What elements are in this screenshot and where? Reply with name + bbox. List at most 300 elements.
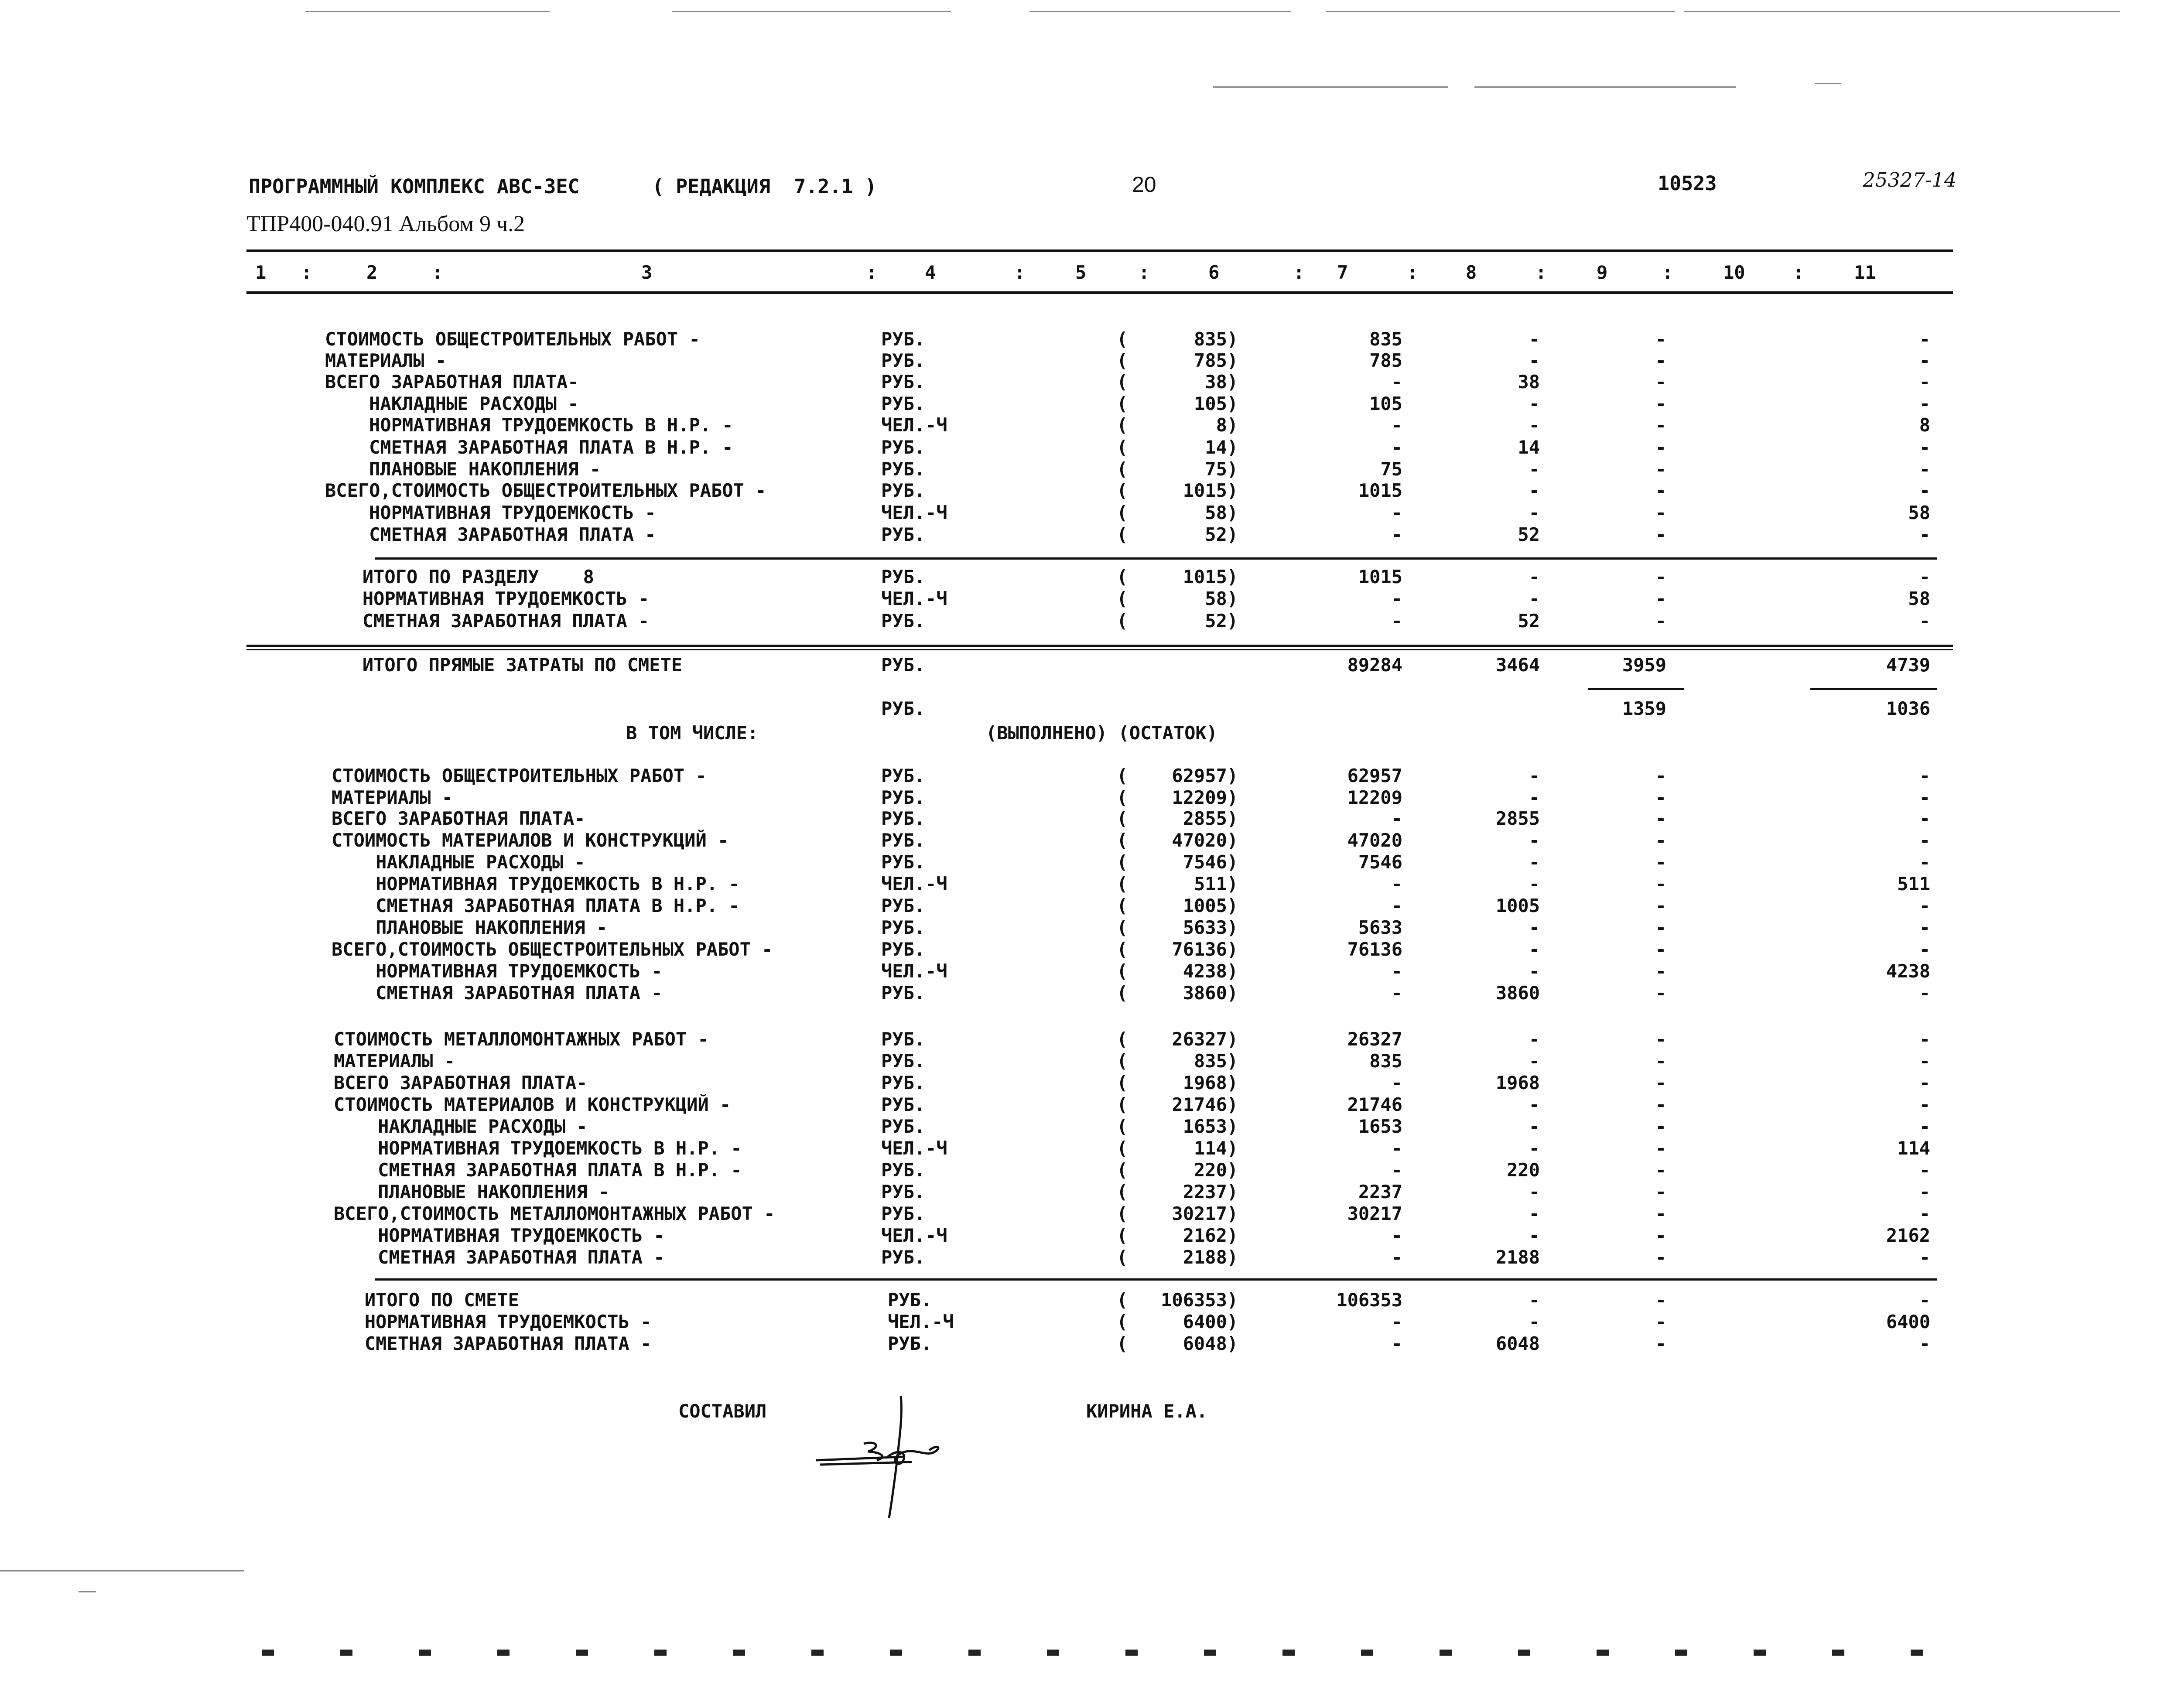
row-col8: - <box>1529 787 1540 808</box>
column-header-4: 4 <box>925 262 936 283</box>
row-label: НАКЛАДНЫЕ РАСХОДЫ - <box>334 1116 588 1137</box>
row-col11: - <box>1919 437 1930 458</box>
column-separator: : <box>1014 262 1026 283</box>
row-col7: 5633 <box>1358 917 1402 938</box>
row-col11: 6400 <box>1886 1311 1930 1332</box>
row-col6: ( 76136) <box>1117 939 1238 960</box>
row-col8: - <box>1529 1116 1540 1137</box>
subtotal-rule-col11 <box>1810 688 1937 690</box>
scan-dash <box>968 1650 981 1656</box>
scan-dash <box>811 1650 824 1656</box>
row-col11: 2162 <box>1886 1225 1930 1246</box>
row-col11: - <box>1919 1094 1930 1115</box>
row-col7: 26327 <box>1347 1028 1402 1050</box>
row-col7: - <box>1391 1072 1402 1093</box>
row-unit: ЧЕЛ.-Ч <box>881 502 947 523</box>
done-remainder-label: (ВЫПОЛНЕНО) (ОСТАТОК) <box>986 722 1218 744</box>
row-col6: ( 30217) <box>1117 1203 1238 1224</box>
row-label: НАКЛАДНЫЕ РАСХОДЫ - <box>332 851 585 873</box>
row-col9: - <box>1655 328 1666 350</box>
row-col8: - <box>1529 393 1540 414</box>
row-col7: - <box>1391 873 1402 895</box>
scan-dash <box>497 1650 510 1656</box>
row-col8: 220 <box>1507 1159 1540 1181</box>
row-col8: - <box>1529 960 1540 982</box>
row-col8: - <box>1529 1181 1540 1202</box>
row-unit: РУБ. <box>881 765 926 786</box>
row-col11: - <box>1919 1333 1930 1354</box>
scan-line <box>1326 11 1675 12</box>
row-label: СТОИМОСТЬ ОБЩЕСТРОИТЕЛЬНЫХ РАБОТ - <box>325 328 700 350</box>
row-col9: - <box>1655 1072 1666 1093</box>
row-col11: - <box>1919 328 1930 350</box>
row-unit: РУБ. <box>881 895 926 916</box>
row-col11: - <box>1919 808 1930 829</box>
row-col7: 105 <box>1369 393 1402 414</box>
row-col7: - <box>1391 895 1402 916</box>
row-col8: - <box>1529 1050 1540 1072</box>
row-col8: 3464 <box>1495 654 1540 676</box>
row-col9: - <box>1655 830 1666 851</box>
row-col9: - <box>1655 480 1666 501</box>
row-label: СТОИМОСТЬ ОБЩЕСТРОИТЕЛЬНЫХ РАБОТ - <box>332 765 707 786</box>
row-col6: ( 106353) <box>1117 1289 1238 1311</box>
header-rule-bottom <box>246 291 1953 294</box>
row-col8: 3860 <box>1495 982 1540 1004</box>
row-col11: 114 <box>1897 1138 1930 1159</box>
row-unit: РУБ. <box>881 393 926 414</box>
row-label: НОРМАТИВНАЯ ТРУДОЕМКОСТЬ - <box>332 960 663 982</box>
row-label: НОРМАТИВНАЯ ТРУДОЕМКОСТЬ В Н.Р. - <box>332 873 740 895</box>
row-col6: ( 38) <box>1117 371 1238 393</box>
row-col11: - <box>1919 1050 1930 1072</box>
row-col11: - <box>1919 480 1930 501</box>
row-col9: - <box>1655 458 1666 480</box>
row-col8: - <box>1529 1289 1540 1311</box>
row-col9: 3959 <box>1622 654 1666 676</box>
column-header-2: 2 <box>366 262 378 283</box>
row-col7: 7546 <box>1358 851 1402 873</box>
row-unit: РУБ. <box>881 654 926 676</box>
signature-image <box>811 1391 1012 1522</box>
column-separator: : <box>432 262 443 283</box>
row-col6: ( 1968) <box>1117 1072 1238 1093</box>
row-col7: 1653 <box>1358 1116 1402 1137</box>
row-label: МАТЕРИАЛЫ - <box>325 350 447 371</box>
row-col8: 14 <box>1518 437 1540 458</box>
row-col9: - <box>1655 1181 1666 1202</box>
row-col11: 8 <box>1919 414 1930 436</box>
row-col8: - <box>1529 1094 1540 1115</box>
row-unit: ЧЕЛ.-Ч <box>881 873 947 895</box>
row-col11: 58 <box>1908 502 1930 523</box>
row-label: НОРМАТИВНАЯ ТРУДОЕМКОСТЬ - <box>332 1311 652 1332</box>
scan-line <box>1815 83 1841 84</box>
row-col9: - <box>1655 851 1666 873</box>
scan-dash <box>890 1650 902 1656</box>
row-col11: - <box>1919 787 1930 808</box>
scan-dash <box>262 1650 274 1656</box>
row-label: НАКЛАДНЫЕ РАСХОДЫ - <box>325 393 579 414</box>
row-label: ПЛАНОВЫЕ НАКОПЛЕНИЯ - <box>325 458 601 480</box>
row-col7: - <box>1391 414 1402 436</box>
row-col8: - <box>1529 414 1540 436</box>
row-label: ВСЕГО ЗАРАБОТНАЯ ПЛАТА- <box>325 371 579 393</box>
row-col7: - <box>1391 1138 1402 1159</box>
row-col9: - <box>1655 350 1666 371</box>
row-col6: ( 220) <box>1117 1159 1238 1181</box>
row-label: ПЛАНОВЫЕ НАКОПЛЕНИЯ - <box>332 917 608 938</box>
row-col6: ( 511) <box>1117 873 1238 895</box>
row-unit: РУБ. <box>881 939 926 960</box>
row-col9: - <box>1655 765 1666 786</box>
scan-line <box>79 1591 96 1592</box>
row-col6: ( 8) <box>1117 414 1238 436</box>
row-col8: 1005 <box>1495 895 1540 916</box>
row-col7: - <box>1391 371 1402 393</box>
row-unit: РУБ. <box>881 787 926 808</box>
row-col9: - <box>1655 960 1666 982</box>
row-col7: - <box>1391 524 1402 545</box>
row-unit: РУБ. <box>881 851 926 873</box>
row-col8: - <box>1529 588 1540 609</box>
row-col11: 58 <box>1908 588 1930 609</box>
row-col9: - <box>1655 1138 1666 1159</box>
row-unit: РУБ. <box>881 350 926 371</box>
row-col9: - <box>1655 895 1666 916</box>
scan-dash <box>419 1650 431 1656</box>
row-col7: - <box>1391 1159 1402 1181</box>
row-col8: - <box>1529 1311 1540 1332</box>
row-label: ВСЕГО ЗАРАБОТНАЯ ПЛАТА- <box>334 1072 588 1093</box>
row-unit: РУБ. <box>881 917 926 938</box>
row-col7: 785 <box>1369 350 1402 371</box>
row-col8: - <box>1529 917 1540 938</box>
scan-dash <box>1518 1650 1530 1656</box>
row-unit: ЧЕЛ.-Ч <box>881 414 947 436</box>
row-unit: РУБ. <box>881 566 926 588</box>
row-col9: 1359 <box>1622 698 1666 719</box>
scan-dash <box>1440 1650 1452 1656</box>
row-col9: - <box>1655 414 1666 436</box>
row-label: МАТЕРИАЛЫ - <box>332 787 453 808</box>
row-label: ВСЕГО,СТОИМОСТЬ ОБЩЕСТРОИТЕЛЬНЫХ РАБОТ - <box>325 480 766 501</box>
row-col11: - <box>1919 830 1930 851</box>
row-col9: - <box>1655 588 1666 609</box>
row-col6: ( 785) <box>1117 350 1238 371</box>
row-col7: 21746 <box>1347 1094 1402 1115</box>
row-col6: ( 2162) <box>1117 1225 1238 1246</box>
row-col7: 12209 <box>1347 787 1402 808</box>
row-col8: - <box>1529 328 1540 350</box>
row-col6: ( 2188) <box>1117 1247 1238 1268</box>
row-col9: - <box>1655 1094 1666 1115</box>
row-col11: 4739 <box>1886 654 1930 676</box>
row-col8: - <box>1529 830 1540 851</box>
row-col8: 1968 <box>1495 1072 1540 1093</box>
row-col9: - <box>1655 566 1666 588</box>
row-col9: - <box>1655 524 1666 545</box>
scan-dash <box>1911 1650 1923 1656</box>
row-col7: 2237 <box>1358 1181 1402 1202</box>
row-col9: - <box>1655 939 1666 960</box>
column-separator: : <box>1139 262 1150 283</box>
row-col8: - <box>1529 480 1540 501</box>
album-title: ТПР400-040.91 Альбом 9 ч.2 <box>246 212 525 236</box>
row-col9: - <box>1655 787 1666 808</box>
row-col8: 2855 <box>1495 808 1540 829</box>
row-unit: РУБ. <box>881 480 926 501</box>
row-unit: РУБ. <box>881 1159 926 1181</box>
row-label: СМЕТНАЯ ЗАРАБОТНАЯ ПЛАТА - <box>332 1333 652 1354</box>
scan-dash <box>1047 1650 1059 1656</box>
row-col8: - <box>1529 350 1540 371</box>
row-col9: - <box>1655 1311 1666 1332</box>
row-col9: - <box>1655 1050 1666 1072</box>
row-label: СМЕТНАЯ ЗАРАБОТНАЯ ПЛАТА - <box>329 610 650 632</box>
column-header-9: 9 <box>1597 262 1608 283</box>
row-label: СМЕТНАЯ ЗАРАБОТНАЯ ПЛАТА В Н.Р. - <box>325 437 733 458</box>
row-col7: - <box>1391 808 1402 829</box>
document-code: 10523 <box>1658 172 1717 195</box>
row-col11: - <box>1919 350 1930 371</box>
row-col11: - <box>1919 1247 1930 1268</box>
scan-dash <box>340 1650 352 1656</box>
row-col6: ( 1005) <box>1117 895 1238 916</box>
subtotal-rule-col9 <box>1588 688 1684 690</box>
row-col9: - <box>1655 1225 1666 1246</box>
scan-dash <box>1204 1650 1216 1656</box>
row-col9: - <box>1655 917 1666 938</box>
row-col11: 1036 <box>1886 698 1930 719</box>
row-col6: ( 47020) <box>1117 830 1238 851</box>
row-col8: - <box>1529 1028 1540 1050</box>
scan-line <box>1588 86 1736 88</box>
row-col9: - <box>1655 1159 1666 1181</box>
row-unit: РУБ. <box>888 1289 932 1311</box>
row-unit: РУБ. <box>881 1072 926 1093</box>
row-col11: - <box>1919 393 1930 414</box>
row-col6: ( 2855) <box>1117 808 1238 829</box>
row-col6: ( 1015) <box>1117 566 1238 588</box>
row-col11: - <box>1919 917 1930 938</box>
column-header-1: 1 <box>255 262 267 283</box>
row-col11: - <box>1919 1181 1930 1202</box>
row-col7: 30217 <box>1347 1203 1402 1224</box>
row-col9: - <box>1655 1116 1666 1137</box>
row-col7: - <box>1391 1247 1402 1268</box>
row-col6: ( 14) <box>1117 437 1238 458</box>
scan-line <box>497 11 550 12</box>
row-col6: ( 52) <box>1117 524 1238 545</box>
row-col8: 52 <box>1518 524 1540 545</box>
row-col9: - <box>1655 1247 1666 1268</box>
row-unit: РУБ. <box>881 1203 926 1224</box>
scan-line <box>672 11 951 12</box>
column-separator: : <box>1662 262 1673 283</box>
column-header-3: 3 <box>641 262 653 283</box>
row-col11: - <box>1919 851 1930 873</box>
row-unit: РУБ. <box>881 437 926 458</box>
row-unit: РУБ. <box>881 328 926 350</box>
row-label: ИТОГО ПРЯМЫЕ ЗАТРАТЫ ПО СМЕТЕ <box>329 654 683 676</box>
row-label: ВСЕГО,СТОИМОСТЬ МЕТАЛЛОМОНТАЖНЫХ РАБОТ - <box>334 1203 775 1224</box>
row-unit: РУБ. <box>881 982 926 1004</box>
row-label: СМЕТНАЯ ЗАРАБОТНАЯ ПЛАТА - <box>332 982 663 1004</box>
row-unit: РУБ. <box>881 610 926 632</box>
row-col8: 2188 <box>1495 1247 1540 1268</box>
column-header-5: 5 <box>1075 262 1087 283</box>
row-col6: ( 75) <box>1117 458 1238 480</box>
row-unit: РУБ. <box>881 1116 926 1137</box>
row-col6: ( 5633) <box>1117 917 1238 938</box>
row-unit: РУБ. <box>881 1050 926 1072</box>
column-header-10: 10 <box>1723 262 1745 283</box>
row-col7: - <box>1391 437 1402 458</box>
scan-dash <box>654 1650 667 1656</box>
row-col6: ( 21746) <box>1117 1094 1238 1115</box>
row-col9: - <box>1655 1333 1666 1354</box>
row-unit: РУБ. <box>881 830 926 851</box>
row-col11: - <box>1919 371 1930 393</box>
row-label: ПЛАНОВЫЕ НАКОПЛЕНИЯ - <box>334 1181 610 1202</box>
row-col7: 1015 <box>1358 480 1402 501</box>
row-col6: ( 6048) <box>1117 1333 1238 1354</box>
row-col7: 835 <box>1369 1050 1402 1072</box>
row-col9: - <box>1655 808 1666 829</box>
row-col6: ( 26327) <box>1117 1028 1238 1050</box>
column-header-11: 11 <box>1854 262 1876 283</box>
row-col9: - <box>1655 873 1666 895</box>
row-label: СМЕТНАЯ ЗАРАБОТНАЯ ПЛАТА В Н.Р. - <box>332 895 740 916</box>
column-header-7: 7 <box>1337 262 1348 283</box>
row-unit: РУБ. <box>881 808 926 829</box>
section-rule-double <box>246 649 1953 650</box>
section-rule <box>375 557 1937 560</box>
row-col11: - <box>1919 982 1930 1004</box>
row-col8: 38 <box>1518 371 1540 393</box>
row-col11: - <box>1919 895 1930 916</box>
row-col8: - <box>1529 873 1540 895</box>
row-col7: - <box>1391 502 1402 523</box>
scan-dash <box>1832 1650 1844 1656</box>
row-unit: РУБ. <box>881 1094 926 1115</box>
row-col11: - <box>1919 1289 1930 1311</box>
row-unit: ЧЕЛ.-Ч <box>888 1311 954 1332</box>
row-col11: - <box>1919 765 1930 786</box>
row-col6: ( 1653) <box>1117 1116 1238 1137</box>
row-col7: - <box>1391 610 1402 632</box>
column-separator: : <box>301 262 312 283</box>
row-col7: 1015 <box>1358 566 1402 588</box>
row-label: ИТОГО ПО СМЕТЕ <box>332 1289 519 1311</box>
row-label: СМЕТНАЯ ЗАРАБОТНАЯ ПЛАТА - <box>334 1247 665 1268</box>
row-unit: РУБ. <box>888 1333 932 1354</box>
column-separator: : <box>1407 262 1418 283</box>
row-col11: - <box>1919 1028 1930 1050</box>
row-col11: - <box>1919 566 1930 588</box>
program-edition: ( РЕДАКЦИЯ 7.2.1 ) <box>652 175 877 198</box>
section-rule <box>375 1278 1937 1281</box>
row-col11: - <box>1919 1116 1930 1137</box>
row-unit: РУБ. <box>881 1181 926 1202</box>
row-col8: 52 <box>1518 610 1540 632</box>
row-col8: - <box>1529 1138 1540 1159</box>
scan-line <box>305 11 523 12</box>
scan-dash <box>1125 1650 1138 1656</box>
row-col6: ( 835) <box>1117 328 1238 350</box>
row-col7: 75 <box>1380 458 1402 480</box>
row-unit: РУБ. <box>881 698 926 719</box>
row-col8: - <box>1529 1225 1540 1246</box>
row-col7: 89284 <box>1347 654 1402 676</box>
row-col8: - <box>1529 765 1540 786</box>
row-label: СМЕТНАЯ ЗАРАБОТНАЯ ПЛАТА В Н.Р. - <box>334 1159 742 1181</box>
row-label: МАТЕРИАЛЫ - <box>334 1050 455 1072</box>
row-col7: - <box>1391 1225 1402 1246</box>
row-label: НОРМАТИВНАЯ ТРУДОЕМКОСТЬ - <box>334 1225 665 1246</box>
row-label: НОРМАТИВНАЯ ТРУДОЕМКОСТЬ В Н.Р. - <box>325 414 733 436</box>
column-separator: : <box>1535 262 1547 283</box>
row-unit: РУБ. <box>881 1028 926 1050</box>
row-col6: ( 58) <box>1117 502 1238 523</box>
row-col9: - <box>1655 393 1666 414</box>
row-col8: - <box>1529 502 1540 523</box>
section-rule-double <box>246 645 1953 647</box>
scan-dash <box>1597 1650 1609 1656</box>
row-col6: ( 7546) <box>1117 851 1238 873</box>
scan-line <box>0 1570 244 1571</box>
program-name: ПРОГРАММНЫЙ КОМПЛЕКС АВС-3ЕС <box>249 175 580 198</box>
row-label: ВСЕГО,СТОИМОСТЬ ОБЩЕСТРОИТЕЛЬНЫХ РАБОТ - <box>332 939 773 960</box>
row-unit: ЧЕЛ.-Ч <box>881 1225 947 1246</box>
row-col7: - <box>1391 588 1402 609</box>
row-label: ВСЕГО ЗАРАБОТНАЯ ПЛАТА- <box>332 808 585 829</box>
row-label: НОРМАТИВНАЯ ТРУДОЕМКОСТЬ В Н.Р. - <box>334 1138 742 1159</box>
row-col9: - <box>1655 502 1666 523</box>
row-label: СТОИМОСТЬ МАТЕРИАЛОВ И КОНСТРУКЦИЙ - <box>332 830 729 851</box>
row-col7: 106353 <box>1336 1289 1402 1311</box>
row-unit: РУБ. <box>881 524 926 545</box>
column-header-8: 8 <box>1466 262 1477 283</box>
row-col11: 4238 <box>1886 960 1930 982</box>
row-unit: ЧЕЛ.-Ч <box>881 1138 947 1159</box>
row-col6: ( 58) <box>1117 588 1238 609</box>
row-col8: - <box>1529 939 1540 960</box>
row-label: НОРМАТИВНАЯ ТРУДОЕМКОСТЬ - <box>329 588 650 609</box>
row-col6: ( 2237) <box>1117 1181 1238 1202</box>
row-col8: - <box>1529 458 1540 480</box>
row-label: СТОИМОСТЬ МЕТАЛЛОМОНТАЖНЫХ РАБОТ - <box>334 1028 709 1050</box>
row-col6: ( 105) <box>1117 393 1238 414</box>
row-col11: - <box>1919 458 1930 480</box>
row-col6: ( 835) <box>1117 1050 1238 1072</box>
scan-line <box>1213 86 1448 88</box>
scan-dash <box>733 1650 745 1656</box>
scan-dash <box>1282 1650 1295 1656</box>
row-col11: - <box>1919 610 1930 632</box>
row-label: СМЕТНАЯ ЗАРАБОТНАЯ ПЛАТА - <box>325 524 656 545</box>
row-col8: - <box>1529 1203 1540 1224</box>
row-col11: - <box>1919 1203 1930 1224</box>
row-col7: 76136 <box>1347 939 1402 960</box>
scan-dash <box>576 1650 588 1656</box>
row-label: ИТОГО ПО РАЗДЕЛУ 8 <box>329 566 594 588</box>
row-label: НОРМАТИВНАЯ ТРУДОЕМКОСТЬ - <box>325 502 656 523</box>
row-col9: - <box>1655 437 1666 458</box>
scan-dash <box>1754 1650 1766 1656</box>
row-unit: ЧЕЛ.-Ч <box>881 588 947 609</box>
